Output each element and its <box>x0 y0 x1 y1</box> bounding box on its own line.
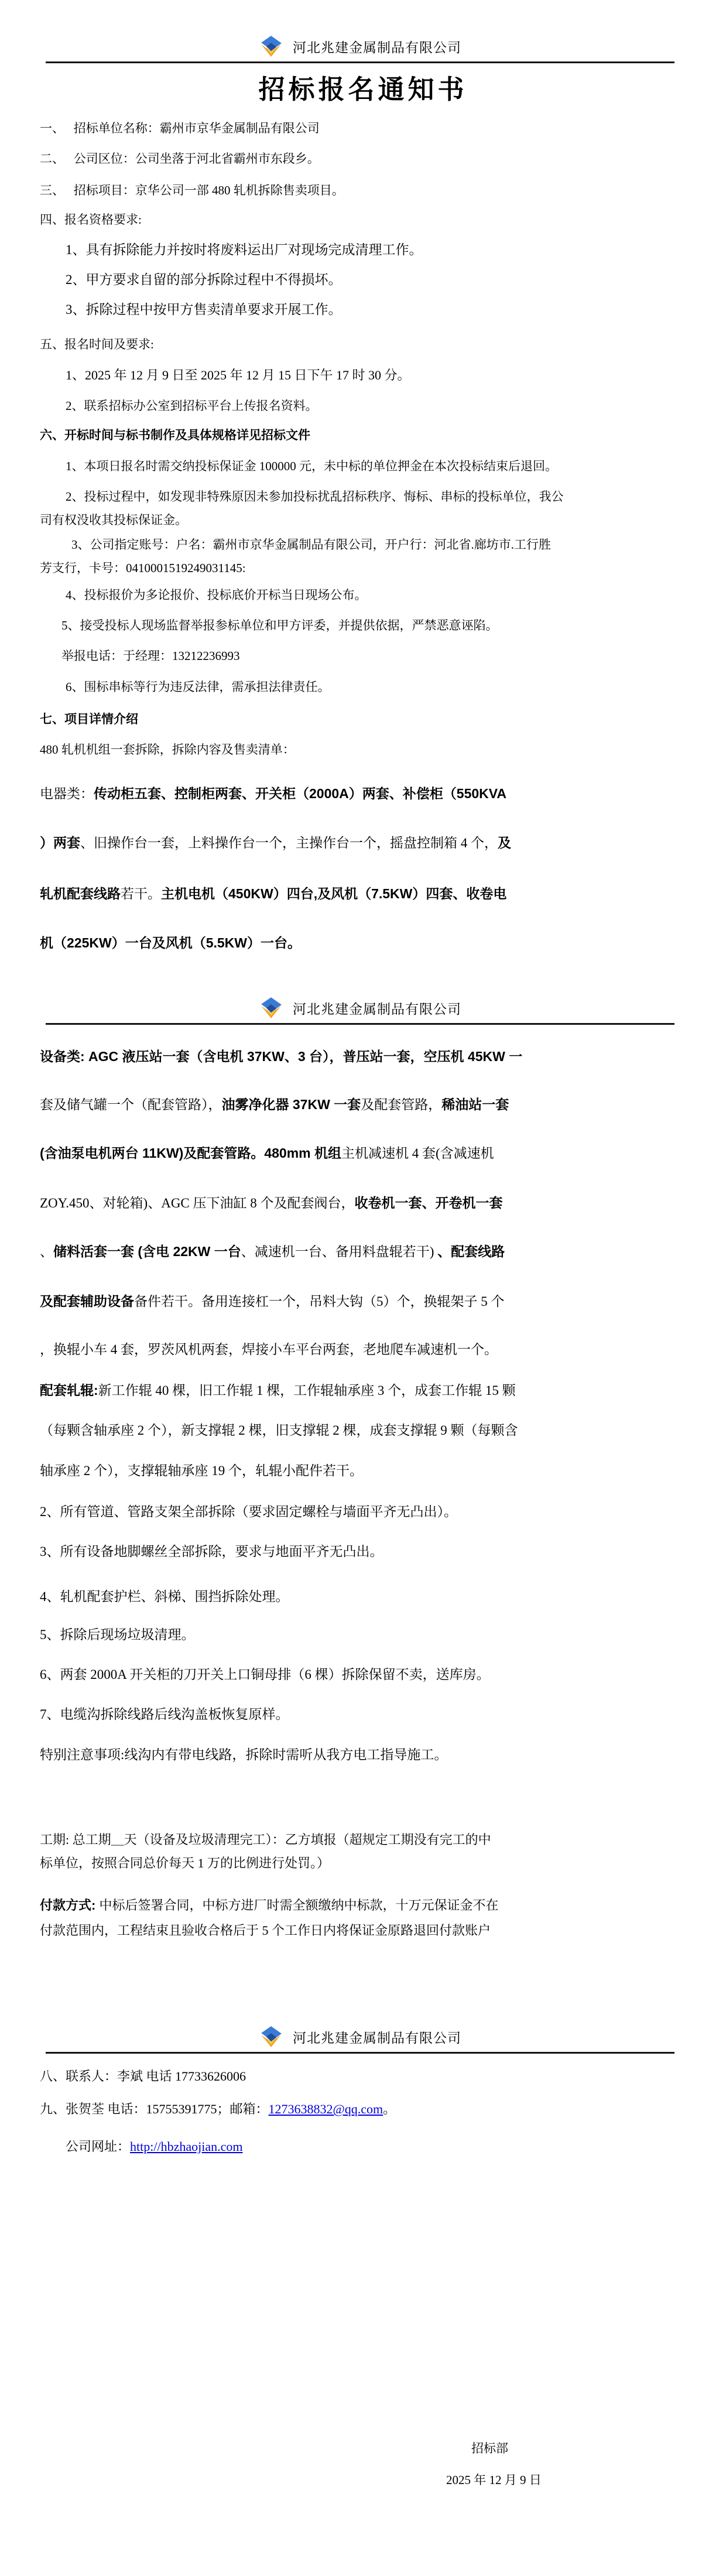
text-run: 2、甲方要求自留的部分拆除过程中不得损坏。 <box>66 272 342 287</box>
item-6-sub-3 <box>71 537 551 553</box>
text-run: 3、公司指定账号：户名：霸州市京华金属制品有限公司，开户行：河北省.廊坊市.工行胜 <box>71 538 551 552</box>
text-run: 油雾净化器 37KW 一套 <box>221 1097 361 1112</box>
detail-item-2 <box>40 1503 457 1521</box>
electrics-line-3 <box>40 885 506 903</box>
detail-item-6 <box>40 1666 490 1684</box>
detail-item-7 <box>40 1706 289 1723</box>
text-run: 主机减速机 4 套(含减速机 <box>341 1146 494 1161</box>
item-4-heading <box>40 212 142 228</box>
text-run: 4、投标报价为多论报价、投标底价开标当日现场公布。 <box>66 588 367 602</box>
website-line <box>66 2139 242 2156</box>
text-run: ，换辊小车 4 套，罗茨风机两套，焊接小车平台两套，老地爬车减速机一个。 <box>40 1342 498 1357</box>
text-run: 储料活套一套 (含电 22KW 一台 <box>53 1244 241 1259</box>
text-run: 及配套辅助设备 <box>40 1294 134 1309</box>
detail-item-5 <box>40 1626 195 1644</box>
page-header-3 <box>46 2026 674 2054</box>
special-note <box>40 1746 447 1764</box>
equipment-line-1 <box>40 1048 522 1066</box>
text-run: ）两套 <box>40 835 80 850</box>
item-5-sub-2 <box>66 398 318 414</box>
footer-dept <box>471 2441 508 2457</box>
text-run: 设备类: AGC 液压站一套（含电机 37KW、3 台），普压站一套，空压机 45KW 一 <box>40 1049 523 1064</box>
text-run: 机（225KW）一台及风机（5.5KW）一台。 <box>40 935 301 950</box>
text-run: 480 轧机机组一套拆除，拆除内容及售卖清单： <box>40 743 295 757</box>
text-run: 套及储气罐一个（配套管路）， <box>40 1097 222 1112</box>
text-run: 5、拆除后现场垃圾清理。 <box>40 1627 195 1642</box>
text-run: 2025 年 12 月 9 日 <box>446 2473 542 2487</box>
text-run: 四、报名资格要求: <box>40 213 142 227</box>
equipment-line-6 <box>40 1293 505 1311</box>
text-run: 、 <box>40 1244 53 1259</box>
text-run: 特别注意事项:线沟内有带电线路，拆除时需听从我方电工指导施工。 <box>40 1747 448 1762</box>
equipment-line-2 <box>40 1096 509 1114</box>
text-run: 5、接受投标人现场监督举报参标单位和甲方评委，并提供依据，严禁恶意诬陷。 <box>61 618 498 632</box>
company-logo-icon <box>259 2026 283 2048</box>
text-run: 1、2025 年 12 月 9 日至 2025 年 12 月 15 日下午 17 时 30 分。 <box>66 368 410 382</box>
item-6-sub-4 <box>66 587 367 603</box>
text-run: 招标部 <box>471 2441 508 2455</box>
item-4-sub-1 <box>66 241 423 259</box>
text-run: 6、两套 2000A 开关柜的刀开关上口铜母排（6 棵）拆除保留不卖，送库房。 <box>40 1667 490 1682</box>
text-run: 、旧操作台一套，上料操作台一个，主操作台一个，摇盘控制箱 4 个， <box>80 836 498 850</box>
text-run: 4、轧机配套护栏、斜梯、围挡拆除处理。 <box>40 1589 289 1604</box>
item-6-sub-3-cont <box>40 560 246 576</box>
detail-item-3 <box>40 1543 383 1561</box>
text-run: ZOY.450、对轮箱)、AGC 压下油缸 8 个及配套阀台， <box>40 1196 355 1210</box>
item-6-sub-2 <box>66 489 564 505</box>
rolls-line-2 <box>40 1422 518 1439</box>
text-run: 收卷机一套、开卷机一套 <box>354 1195 503 1210</box>
text-run: 若干。 <box>121 887 161 901</box>
text-run: 举报电话：于经理：13212236993 <box>61 649 240 663</box>
electrics-line-1 <box>40 785 506 803</box>
item-4-sub-2 <box>66 271 342 289</box>
company-name: 河北兆建金属制品有限公司 <box>293 40 461 55</box>
text-run: 中标后签署合同，中标方进厂时需全额缴纳中标款，十万元保证金不在 <box>99 1898 499 1913</box>
project-summary <box>40 742 295 758</box>
rolls-line-3 <box>40 1462 363 1480</box>
item-6-sub-1 <box>66 459 557 474</box>
text-run: 3、拆除过程中按甲方售卖清单要求开展工作。 <box>66 302 342 317</box>
text-run: 六、开标时间与标书制作及具体规格详见招标文件 <box>40 429 310 442</box>
website-link[interactable]: http://hbzhaojian.com <box>130 2139 243 2154</box>
text-run: 配套轧辊: <box>40 1383 98 1398</box>
text-run: （每颗含轴承座 2 个），新支撑辊 2 棵，旧支撑辊 2 棵，成套支撑辊 9 颗（每颗含 <box>40 1423 518 1438</box>
text-run: 主机电机（450KW）四台,及风机（7.5KW）四套、收卷电 <box>161 886 507 901</box>
text-run: 2、投标过程中，如发现非特殊原因未参加投标扰乱招标秩序、悔标、串标的投标单位，我公 <box>66 490 564 504</box>
item-2-location <box>40 151 320 167</box>
text-run: 付款范围内，工程结束且验收合格后于 5 个工作日内将保证金原路退回付款账户 <box>40 1923 491 1938</box>
equipment-line-3 <box>40 1145 494 1162</box>
item-7-heading <box>40 711 138 727</box>
item-4-sub-3 <box>66 301 342 319</box>
text-run: 工期: 总工期＿天（设备及垃圾清理完工）：乙方填报（超规定工期没有完工的中 <box>40 1832 491 1847</box>
text-run: 及 <box>498 835 511 850</box>
text-run: 公司网址： <box>66 2139 131 2154</box>
text-run: 2、所有管道、管路支架全部拆除（要求固定螺栓与墙面平齐无凸出）。 <box>40 1504 457 1519</box>
text-run: 五、报名时间及要求: <box>40 337 154 351</box>
duration-line-2 <box>40 1855 330 1872</box>
item-9-contact <box>40 2101 396 2118</box>
item-6-sub-5 <box>61 618 498 634</box>
text-run: 电器类： <box>40 786 94 801</box>
text-run: 及配套管路， <box>361 1097 442 1112</box>
text-run: 稀油站一套 <box>441 1097 509 1112</box>
text-run: 7、电缆沟拆除线路后线沟盖板恢复原样。 <box>40 1707 289 1722</box>
electrics-line-4 <box>40 935 301 952</box>
doc-title: 招标报名通知书 <box>258 75 468 104</box>
item-6-heading <box>40 427 310 443</box>
company-logo-icon <box>259 35 283 57</box>
text-run: 、配套线路 <box>437 1244 505 1259</box>
text-run: 。 <box>383 2102 396 2116</box>
electrics-line-2 <box>40 834 511 852</box>
text-run: 、减速机一台、备用料盘辊若干) <box>241 1244 438 1259</box>
equipment-line-7 <box>40 1341 498 1359</box>
text-run: 付款方式: <box>40 1898 100 1913</box>
text-run: 6、围标串标等行为违反法律，需承担法律责任。 <box>66 680 330 694</box>
text-run: 一、 招标单位名称：霸州市京华金属制品有限公司 <box>40 121 320 135</box>
company-logo-icon <box>259 997 283 1019</box>
company-name: 河北兆建金属制品有限公司 <box>293 1001 461 1017</box>
text-run: 新工作辊 40 棵，旧工作辊 1 棵，工作辊轴承座 3 个，成套工作辊 15 颗 <box>98 1383 516 1398</box>
text-run: 2、联系招标办公室到招标平台上传报名资料。 <box>66 399 318 413</box>
text-run: 备件若干。备用连接杠一个，吊料大钩（5）个，换辊架子 5 个 <box>134 1294 505 1309</box>
equipment-line-5 <box>40 1243 505 1261</box>
page-header-2 <box>46 997 674 1025</box>
text-run: 七、项目详情介绍 <box>40 713 138 726</box>
text-run: 轴承座 2 个），支撑辊轴承座 19 个，轧辊小配件若干。 <box>40 1463 363 1478</box>
page-header-1 <box>46 35 674 63</box>
item-3-project <box>40 183 344 199</box>
text-run: 1、本项日报名时需交纳投标保证金 100000 元，未中标的单位押金在本次投标结束后退回。 <box>66 459 557 473</box>
footer-date <box>446 2472 542 2488</box>
duration-line-1 <box>40 1832 491 1849</box>
text-run: 标单位，按照合同总价每天 1 万的比例进行处罚。） <box>40 1856 330 1870</box>
text-run: 3、所有设备地脚螺丝全部拆除，要求与地面平齐无凸出。 <box>40 1544 383 1559</box>
email-link[interactable]: 1273638832@qq.com <box>268 2102 383 2116</box>
text-run: (含油泵电机两台 11KW)及配套管路。480mm 机组 <box>40 1145 342 1161</box>
company-name: 河北兆建金属制品有限公司 <box>293 2030 461 2045</box>
text-run: 芳支行，卡号：0410001519249031145: <box>40 561 246 575</box>
equipment-line-4 <box>40 1195 503 1212</box>
text-run: 八、联系人：李斌 电话 17733626006 <box>40 2069 246 2084</box>
text-run: 二、 公司区位：公司坐落于河北省霸州市东段乡。 <box>40 152 320 166</box>
item-1-bid-unit <box>40 121 320 136</box>
payment-line-1 <box>40 1897 498 1914</box>
item-5-sub-1 <box>66 367 410 384</box>
item-5-heading <box>40 337 154 353</box>
report-phone <box>61 648 240 664</box>
item-8-contact <box>40 2068 246 2085</box>
text-run: 司有权没收其投标保证金。 <box>40 513 187 527</box>
rolls-line-1 <box>40 1382 516 1400</box>
detail-item-4 <box>40 1588 289 1606</box>
text-run: 传动柜五套、控制柜两套、开关柜（2000A）两套、补偿柜（550KVA <box>94 786 507 801</box>
text-run: 1、具有拆除能力并按时将废料运出厂对现场完成清理工作。 <box>66 242 423 257</box>
payment-line-2 <box>40 1922 491 1939</box>
item-6-sub-6 <box>66 679 330 695</box>
item-6-sub-2-cont <box>40 512 187 528</box>
text-run: 三、 招标项目：京华公司一部 480 轧机拆除售卖项目。 <box>40 183 344 197</box>
text-run: 九、张贺荃 电话：15755391775；邮箱： <box>40 2102 269 2116</box>
text-run: 轧机配套线路 <box>40 886 121 901</box>
